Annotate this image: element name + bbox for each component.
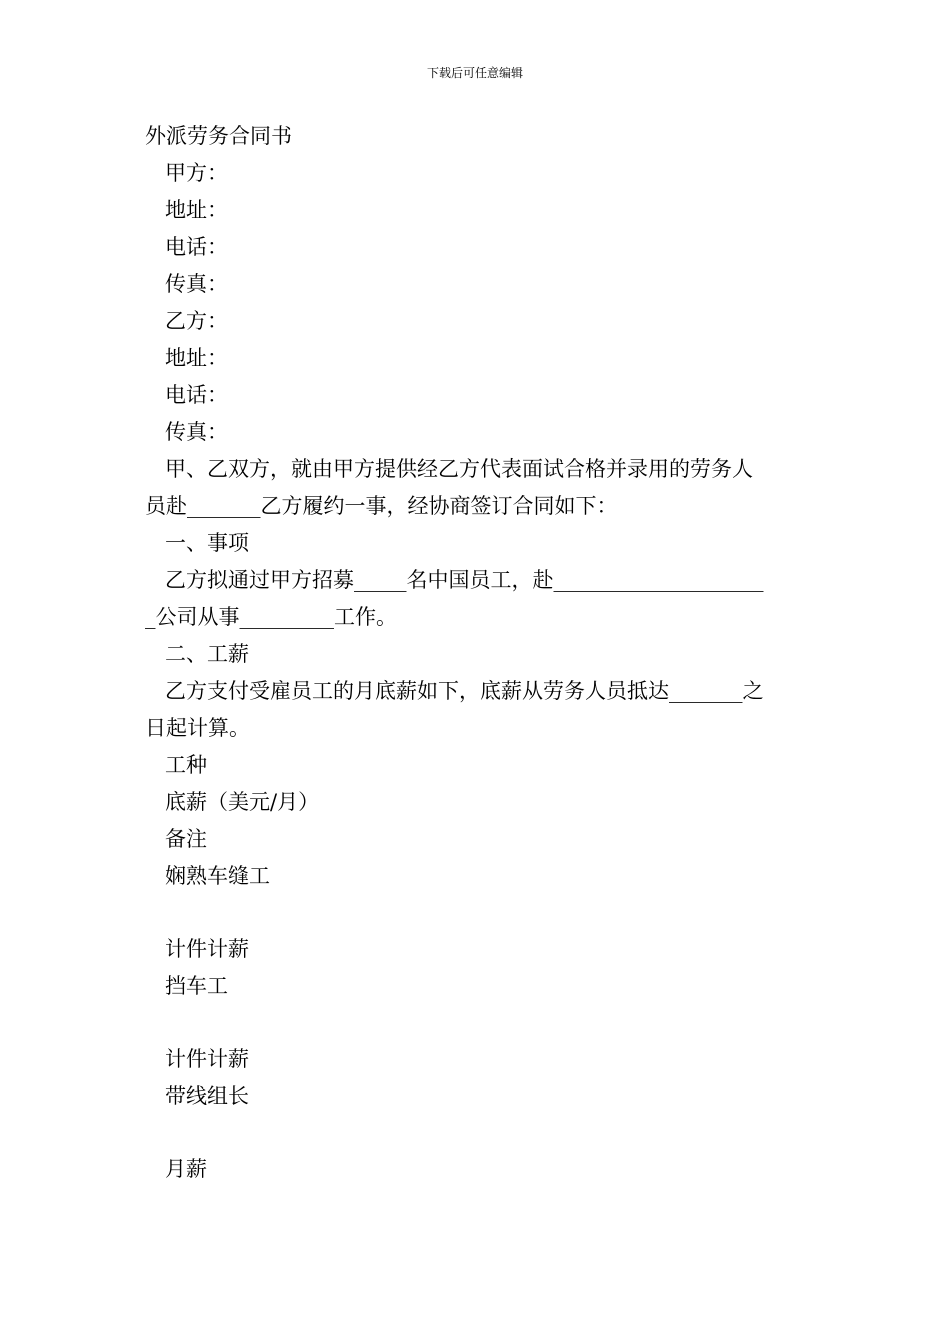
table-row-2-salary-empty (145, 1005, 810, 1041)
party-b-fax: 传真： (165, 420, 228, 444)
party-b-label: 乙方： (165, 309, 228, 333)
table-row-1-note: 计件计薪 (165, 937, 249, 961)
party-a-label: 甲方： (165, 161, 228, 185)
table-row-2-job: 挡车工 (165, 974, 228, 998)
table-row-3-salary-empty (145, 1115, 810, 1151)
intro-line-1: 甲、乙双方，就由甲方提供经乙方代表面试合格并录用的劳务人 (165, 457, 753, 481)
table-header-salary: 底薪（美元/月） (165, 790, 320, 814)
intro-line-2: 员赴_______乙方履约一事，经协商签订合同如下： (145, 494, 618, 518)
table-row-3-note: 月薪 (165, 1157, 207, 1181)
party-a-phone: 电话： (165, 235, 228, 259)
section-1-heading: 一、事项 (165, 531, 249, 555)
table-row-2-note: 计件计薪 (165, 1047, 249, 1071)
document-title: 外派劳务合同书 (145, 124, 292, 148)
party-b-address: 地址： (165, 346, 228, 370)
header-note: 下载后可任意编辑 (426, 66, 523, 80)
table-row-3-job: 带线组长 (165, 1084, 249, 1108)
document-body (145, 118, 810, 1188)
table-header-job: 工种 (165, 753, 207, 777)
party-b-phone: 电话： (165, 383, 228, 407)
section-1-line-1: 乙方拟通过甲方招募_____名中国员工，赴____________________ (165, 568, 764, 592)
section-2-heading: 二、工薪 (165, 642, 249, 666)
section-1-line-2: _公司从事_________工作。 (145, 605, 397, 629)
table-row-1-job: 娴熟车缝工 (165, 864, 270, 888)
section-2-line-2: 日起计算。 (145, 716, 250, 740)
table-header-note: 备注 (165, 827, 207, 851)
party-a-fax: 传真： (165, 272, 228, 296)
table-row-1-salary-empty (145, 895, 810, 931)
section-2-line-1: 乙方支付受雇员工的月底薪如下，底薪从劳务人员抵达_______之 (165, 679, 764, 703)
party-a-address: 地址： (165, 198, 228, 222)
